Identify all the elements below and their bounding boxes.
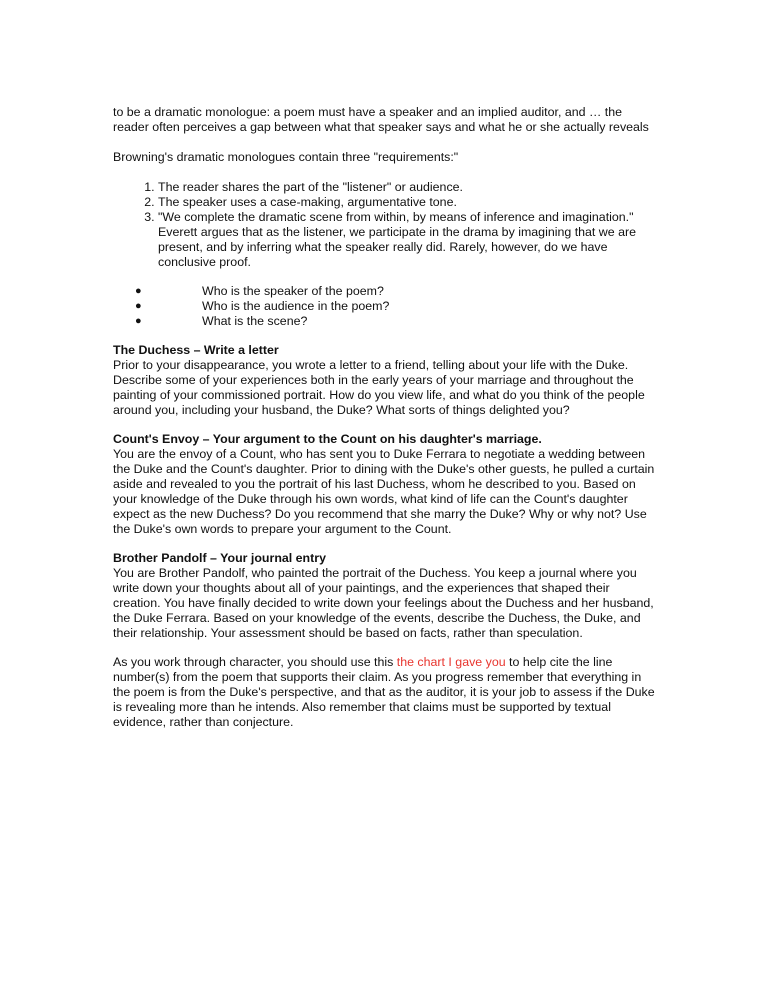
section-heading: Brother Pandolf – Your journal entry	[113, 551, 326, 565]
question-text: What is the scene?	[202, 314, 308, 328]
list-item	[113, 314, 658, 329]
envoy-section	[113, 432, 658, 537]
section-heading: The Duchess – Write a letter	[113, 343, 279, 357]
chart-link[interactable]: the chart I gave you	[396, 655, 506, 669]
requirements-list	[113, 180, 658, 270]
section-heading: Count's Envoy – Your argument to the Count on his daughter's marriage.	[113, 432, 542, 446]
document-page	[113, 105, 658, 730]
list-item: 2. The speaker uses a case-making, argumentative tone.	[158, 195, 658, 210]
questions-list	[113, 284, 658, 329]
list-item: 1. The reader shares the part of the "listener" or audience.	[158, 180, 658, 195]
list-item: 3. "We complete the dramatic scene from within, by means of inference and imagination." Everett argues that as the listener, we participate in the drama by imagining that we are present, and by inferring what the speaker really did. Rarely, however, do we have conclusive proof.	[158, 210, 658, 270]
bullet-icon: ●	[135, 300, 142, 312]
section-body: Prior to your disappearance, you wrote a letter to a friend, telling about your life with the Duke. Describe some of your experiences both in the early years of your marriage and throughout the painting of your commissioned portrait. How do you view life, and what do you think of the people around you, including your husband, the Duke? What sorts of things delighted you?	[113, 358, 645, 417]
closing-text-end: to help cite the line number(s) from the poem that supports their claim. As you progress remember that everything in the poem is from the Duke's perspective, and that as the auditor, it is your job to assess if the Duke is revealing more than he intends. Also remember that claims must be supported by textual evidence, rather than conjecture.	[113, 655, 655, 729]
section-body: You are Brother Pandolf, who painted the portrait of the Duchess. You keep a journal where you write down your thoughts about all of your paintings, and the experiences that shaped their creation. You have finally decided to write down your feelings about the Duchess and her husband, the Duke Ferrara. Based on your knowledge of the events, describe the Duchess, the Duke, and their relationship. Your assessment should be based on facts, rather than speculation.	[113, 566, 654, 640]
intro-paragraph: to be a dramatic monologue: a poem must have a speaker and an implied auditor, and … the reader often perceives a gap between what that speaker says and what he or she actually reveals	[113, 105, 649, 134]
section-body: You are the envoy of a Count, who has sent you to Duke Ferrara to negotiate a wedding between the Duke and the Count's daughter. Prior to dining with the Duke's other guests, he pulled a curtain aside and revealed to you the portrait of his last Duchess, whom he described to you. Based on your knowledge of the Duke through his own words, what kind of life can the Count's daughter expect as the new Duchess? Do you recommend that she marry the Duke? Why or why not? Use the Duke's own words to prepare your argument to the Count.	[113, 447, 655, 536]
closing-paragraph	[113, 655, 658, 730]
pandolf-section	[113, 551, 658, 641]
list-item	[113, 299, 658, 314]
duchess-section	[113, 343, 658, 418]
question-text: Who is the audience in the poem?	[202, 299, 390, 313]
question-text: Who is the speaker of the poem?	[202, 284, 384, 298]
list-item	[113, 284, 658, 299]
bullet-icon: ●	[135, 285, 142, 297]
bullet-icon: ●	[135, 315, 142, 327]
closing-text-start: As you work through character, you should use this	[113, 655, 397, 669]
requirements-lead: Browning's dramatic monologues contain three "requirements:"	[113, 150, 459, 164]
